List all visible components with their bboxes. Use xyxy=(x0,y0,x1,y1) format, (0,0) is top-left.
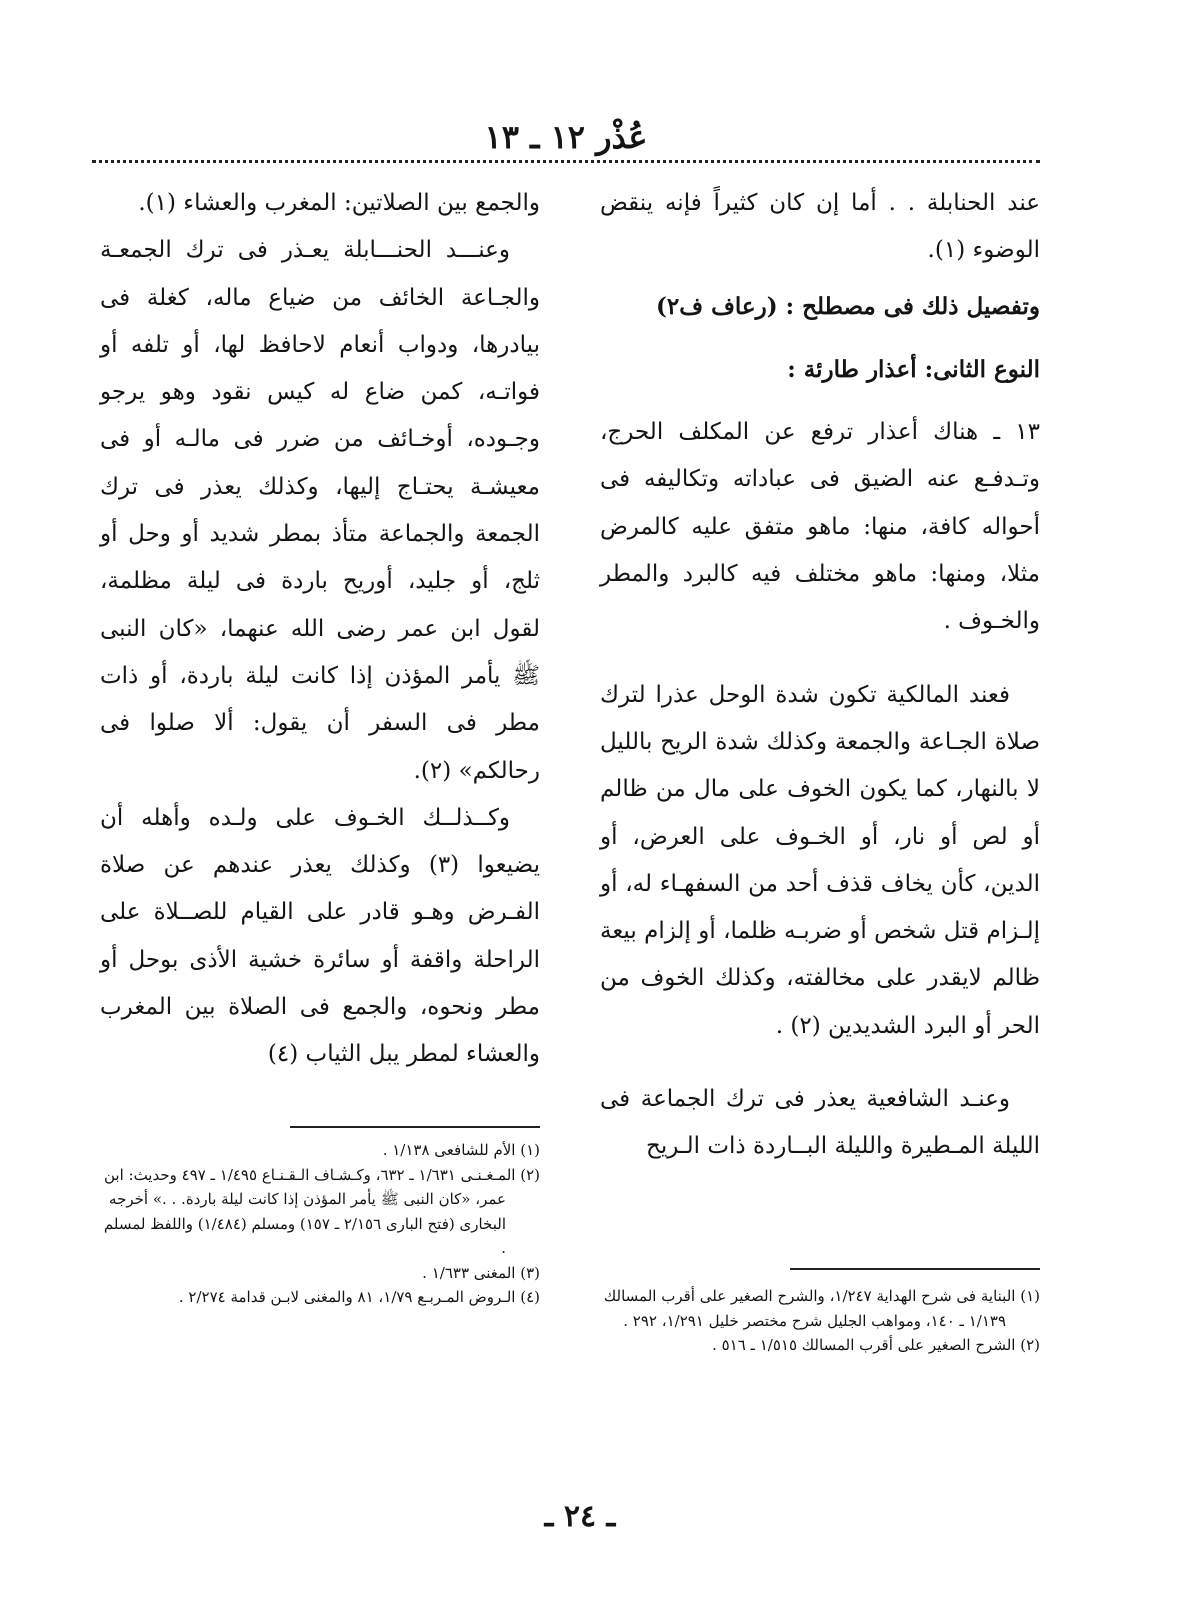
footnote: (٣) المغنى ١/٦٣٣ . xyxy=(422,1263,540,1282)
left-column xyxy=(100,180,540,1079)
paragraph: وعنـــد الحنـــابلة يعـذر فى ترك الجمعـة والجـاعة الخائف من ضياع ماله، كغلة فى بيادرها، ودواب أنعام لاحافظ لها، أو تلفه أو فواتـه، كمن ضاع له كيس نقود وهو يرجو وجـوده، أوخـائف من ضرر فى مالـه أو فى معيشـة يحتـاج إليها، وكذلك يعذر فى ترك الجمعة والجماعة متأذ بمطر شديد أو وحل أو ثلج، أو جليد، أوريح باردة فى ليلة مظلمة، لقول ابن عمر رضى الله عنهما، «كان النبى ﷺ يأمر المؤذن إذا كانت ليلة باردة، أو ذات مطر فى السفر أن يقول: ألا صلوا فى رحالكم» (٢). xyxy=(100,237,540,784)
footnotes-left xyxy=(100,1138,540,1310)
footnote-rule-right xyxy=(790,1268,1040,1270)
footnote-rule-left xyxy=(290,1126,540,1128)
footnote: (١) البناية فى شرح الهداية ١/٢٤٧، والشرح الصغير على أقرب المسالك ١/١٣٩ ـ ١٤٠، ومواهب الجليل شرح مختصر خليل ١/٢٩١، ٢٩٢ . xyxy=(603,1287,1040,1330)
paragraph: عند الحنابلة . . أما إن كان كثيراً فإنه ينقض الوضوء (١). xyxy=(600,190,1040,264)
paragraph-numbered-13: ١٣ ـ هناك أعذار ترفع عن المكلف الحرج، وتـدفـع عنه الضيق فى عباداته وتكاليفه فى أحواله كافة، منها: ماهو متفق عليه كالمرض مثلا، ومنها: ماهو مختلف فيه كالبرد والمطر والخـوف . xyxy=(600,419,1040,635)
footnote: (١) الأم للشافعى ١/١٣٨ . xyxy=(382,1141,540,1159)
paragraph: وكــذلــك الخـوف على ولـده وأهله أن يضيعوا (٣) وكذلك يعذر عندهم عن صلاة الفـرض وهـو قادر على القيام للصــلاة على الراحلة واقفة أو سائرة خشية الأذى بوحل أو مطر ونحوه، والجمع فى الصلاة بين المغرب والعشاء لمطر يبل الثياب (٤) xyxy=(100,804,540,1068)
paragraph-cross-reference: وتفصيل ذلك فى مصطلح : (رعاف ف٢) xyxy=(655,292,1040,320)
page-number: ـ ٢٤ ـ xyxy=(544,1499,616,1534)
footnote: (٤) الـروض المـربـع ١/٧٩، ٨١ والمغنى لابـن قدامة ٢/٢٧٤ . xyxy=(178,1288,540,1306)
right-column xyxy=(600,180,1040,1171)
paragraph: وعنـد الشافعية يعذر فى ترك الجماعة فى الليلة المـطيرة والليلة البــاردة ذات الـريح xyxy=(600,1086,1040,1160)
section-heading: النوع الثانى: أعذار طارئة : xyxy=(787,355,1040,383)
header-dotted-rule xyxy=(92,160,1040,163)
paragraph: والجمع بين الصلاتين: المغرب والعشاء (١). xyxy=(138,190,540,216)
paragraph: فعند المالكية تكون شدة الوحل عذرا لترك صلاة الجـاعة والجمعة وكذلك شدة الريح بالليل لا بالنهار، كما يكون الخوف على مال من ظالم أو لص أو نار، أو الخـوف على العرض، أو الدين، كأن يخاف قذف أحد من السفهـاء له، أو إلـزام قتل شخص أو ضربـه ظلما، أو إلزام بيعة ظالم لايقدر على مخالفته، وكذلك الخوف من الحر أو البرد الشديدين (٢) . xyxy=(600,681,1040,1039)
footnote: (٢) المـغـنـى ١/٦٣١ ـ ٦٣٢، وكـشـاف الـقـنـاع ١/٤٩٥ ـ ٤٩٧ وحديث: ابن عمر، «كان النبى ﷺ يأمر المؤذن إذا كانت ليلة باردة. . .» أخرجه البخارى (فتح البارى ٢/١٥٦ ـ ١٥٧) ومسلم (١/٤٨٤) واللفظ لمسلم . xyxy=(103,1165,540,1257)
footnote: (٢) الشرح الصغير على أقرب المسالك ١/٥١٥ ـ ٥١٦ . xyxy=(712,1336,1040,1354)
footnotes-right xyxy=(600,1284,1040,1358)
page-header: عُذْر ١٢ ـ ١٣ xyxy=(484,118,648,156)
